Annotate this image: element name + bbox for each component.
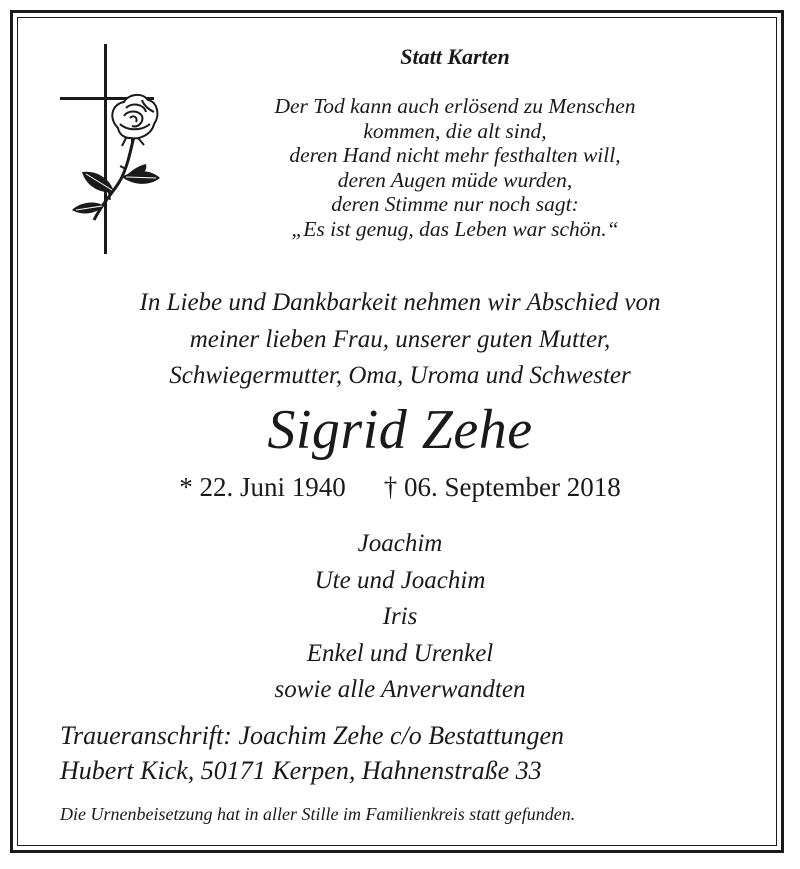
mourners-list: [0, 526, 800, 709]
poem-line: deren Stimme nur noch sagt:: [331, 192, 579, 216]
mourner-line: Enkel und Urenkel: [306, 639, 494, 667]
burial-note: Die Urnenbeisetzung hat in aller Stille im Familienkreis statt gefunden.: [60, 804, 576, 824]
death-date: † 06. September 2018: [383, 472, 621, 502]
poem-line: kommen, die alt sind,: [363, 118, 547, 143]
intro-line: In Liebe und Dankbarkeit nehmen wir Abschied von: [139, 289, 661, 316]
intro-line: meiner lieben Frau, unserer guten Mutter,: [189, 325, 611, 353]
mourning-address: [60, 719, 564, 788]
poem-line: „Es ist genug, das Leben war schön.“: [291, 216, 619, 241]
mourner-line: Iris: [382, 603, 418, 630]
heading-statt-karten: Statt Karten: [400, 44, 510, 69]
poem-line: deren Augen müde wurden,: [337, 167, 573, 192]
address-line: Traueranschrift: Joachim Zehe c/o Bestattungen: [60, 721, 565, 750]
mourner-line: Joachim: [357, 530, 443, 557]
mourner-line: sowie alle Anverwandten: [274, 676, 526, 703]
deceased-name: Sigrid Zehe: [267, 399, 533, 461]
address-line: Hubert Kick, 50171 Kerpen, Hahnenstraße 33: [60, 755, 542, 785]
birth-date: * 22. Juni 1940: [179, 472, 346, 502]
intro-line: Schwiegermutter, Oma, Uroma und Schwester: [169, 362, 631, 389]
poem: [60, 94, 800, 241]
mourner-line: Ute und Joachim: [314, 566, 486, 594]
poem-line: Der Tod kann auch erlösend zu Menschen: [274, 94, 636, 118]
farewell-intro: [0, 285, 800, 395]
life-dates: [0, 471, 800, 503]
poem-line: deren Hand nicht mehr festhalten will,: [289, 143, 621, 167]
